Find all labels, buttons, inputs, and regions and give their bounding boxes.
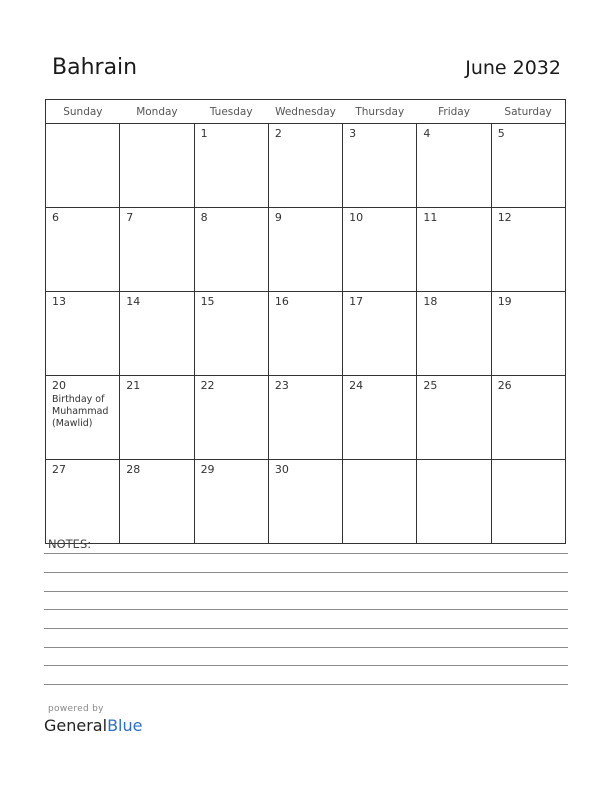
day-number: 16 bbox=[274, 295, 289, 308]
day-number: 19 bbox=[497, 295, 512, 308]
day-number: 17 bbox=[349, 295, 364, 308]
calendar-day-cell bbox=[120, 376, 194, 460]
day-number: 24 bbox=[349, 379, 364, 392]
weekday-header: Tuesday bbox=[194, 100, 268, 124]
calendar-day-cell bbox=[194, 376, 268, 460]
day-number: 8 bbox=[200, 211, 208, 224]
calendar-day-cell bbox=[343, 460, 417, 544]
calendar-day-cell bbox=[194, 292, 268, 376]
note-line bbox=[44, 684, 568, 685]
calendar-day-cell bbox=[46, 376, 120, 460]
day-number: 1 bbox=[200, 127, 208, 140]
calendar-day-cell bbox=[120, 124, 194, 208]
day-number: 28 bbox=[126, 463, 141, 476]
calendar-day-cell bbox=[417, 376, 491, 460]
calendar-day-cell bbox=[194, 124, 268, 208]
calendar-week-row bbox=[46, 208, 566, 292]
day-number: 3 bbox=[349, 127, 357, 140]
day-number: 22 bbox=[200, 379, 215, 392]
calendar-day-cell bbox=[417, 292, 491, 376]
calendar-day-cell bbox=[120, 208, 194, 292]
weekday-header-row bbox=[46, 100, 566, 124]
day-number: 6 bbox=[52, 211, 59, 224]
calendar-day-cell bbox=[268, 124, 342, 208]
day-number: 26 bbox=[497, 379, 512, 392]
day-number: 25 bbox=[423, 379, 438, 392]
calendar-day-cell bbox=[417, 460, 491, 544]
calendar-body bbox=[46, 124, 566, 544]
calendar-week-row bbox=[46, 376, 566, 460]
calendar-day-cell bbox=[120, 292, 194, 376]
calendar-day-cell bbox=[491, 292, 565, 376]
calendar-day-cell bbox=[417, 208, 491, 292]
day-number: 20 bbox=[52, 379, 66, 392]
day-number: 18 bbox=[423, 295, 438, 308]
calendar-day-cell bbox=[268, 460, 342, 544]
note-line bbox=[44, 647, 568, 648]
day-number: 11 bbox=[423, 211, 438, 224]
day-number: 23 bbox=[274, 379, 289, 392]
calendar-week-row bbox=[46, 292, 566, 376]
calendar-day-cell bbox=[491, 460, 565, 544]
calendar-day-cell bbox=[46, 460, 120, 544]
day-number: 4 bbox=[423, 127, 431, 140]
calendar-week-row bbox=[46, 460, 566, 544]
calendar-day-cell bbox=[194, 208, 268, 292]
day-number: 15 bbox=[200, 295, 215, 308]
brand-logo-blue: Blue bbox=[107, 716, 143, 735]
note-line bbox=[44, 628, 568, 629]
calendar-day-cell bbox=[343, 292, 417, 376]
note-line bbox=[44, 609, 568, 610]
note-line bbox=[44, 665, 568, 666]
day-number: 12 bbox=[497, 211, 512, 224]
calendar-week-row bbox=[46, 124, 566, 208]
calendar-day-cell bbox=[343, 376, 417, 460]
calendar-day-cell bbox=[343, 124, 417, 208]
day-number: 30 bbox=[274, 463, 289, 476]
calendar-day-cell bbox=[194, 460, 268, 544]
calendar-day-cell bbox=[120, 460, 194, 544]
month-title: June 2032 bbox=[465, 57, 561, 79]
holiday-label: Birthday of Muhammad (Mawlid) bbox=[52, 394, 109, 429]
weekday-header: Sunday bbox=[46, 100, 120, 124]
day-number: 14 bbox=[126, 295, 141, 308]
day-number: 13 bbox=[52, 295, 66, 308]
country-title: Bahrain bbox=[52, 55, 138, 80]
calendar-day-cell bbox=[46, 124, 120, 208]
day-number: 9 bbox=[274, 211, 282, 224]
day-number: 10 bbox=[349, 211, 364, 224]
day-number: 29 bbox=[200, 463, 215, 476]
day-number: 21 bbox=[126, 379, 141, 392]
weekday-header: Thursday bbox=[343, 100, 417, 124]
day-number: 7 bbox=[126, 211, 134, 224]
weekday-header: Monday bbox=[120, 100, 194, 124]
calendar-day-cell bbox=[343, 208, 417, 292]
note-line bbox=[44, 572, 568, 573]
powered-by-text: powered by bbox=[48, 704, 104, 714]
weekday-header: Saturday bbox=[491, 100, 565, 124]
calendar-day-cell bbox=[268, 208, 342, 292]
calendar-day-cell bbox=[46, 292, 120, 376]
day-number: 5 bbox=[497, 127, 505, 140]
brand-logo bbox=[44, 716, 142, 735]
calendar-day-cell bbox=[46, 208, 120, 292]
calendar-day-cell bbox=[268, 292, 342, 376]
note-line bbox=[44, 591, 568, 592]
calendar-day-cell bbox=[491, 124, 565, 208]
calendar-day-cell bbox=[491, 376, 565, 460]
calendar-day-cell bbox=[417, 124, 491, 208]
brand-logo-general: General bbox=[44, 716, 108, 735]
calendar-day-cell bbox=[491, 208, 565, 292]
day-number: 2 bbox=[274, 127, 282, 140]
weekday-header: Friday bbox=[417, 100, 491, 124]
weekday-header: Wednesday bbox=[268, 100, 342, 124]
notes-label: NOTES: bbox=[48, 537, 92, 551]
calendar-day-cell bbox=[268, 376, 342, 460]
calendar-grid bbox=[45, 99, 566, 544]
day-number: 27 bbox=[52, 463, 66, 476]
note-line bbox=[44, 553, 568, 554]
